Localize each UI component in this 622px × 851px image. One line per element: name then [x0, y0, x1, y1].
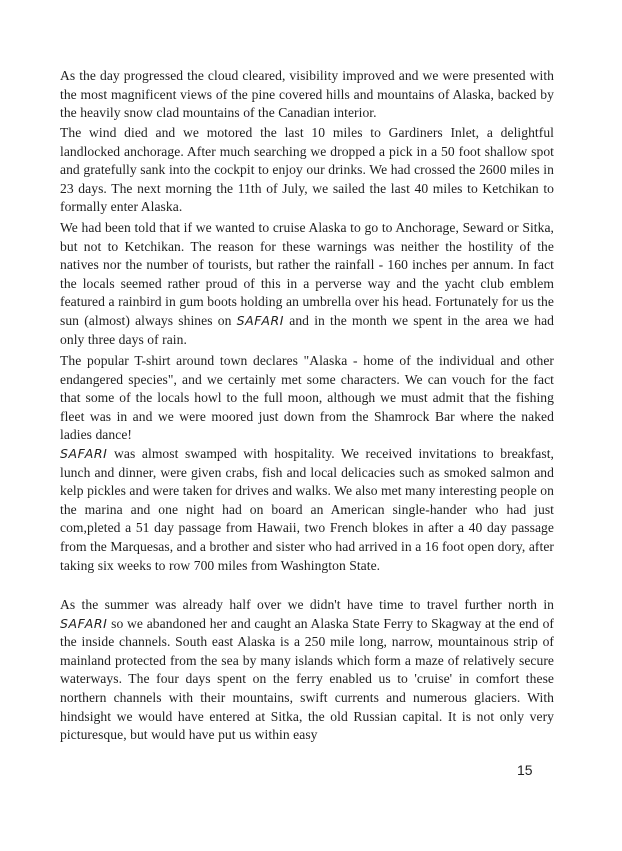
boat-name: SAFARI	[60, 446, 108, 461]
paragraph: SAFARI was almost swamped with hospitality. We received invitations to breakfast, lunch and dinner, were given crabs, fish and local delicacies such as smoked salmon and kelp pickles and were taken for drives and walks. We also met many interesting people on the marina and one night had on board an American single-hander who had just com,pleted a 51 day passage from Hawaii, two French blokes in after a 40 day passage from the Marquesas, and a brother and sister who had arrived in a 16 foot open dory, after taking six weeks to row 700 miles from Washington State.	[60, 446, 554, 573]
boat-name: SAFARI	[60, 615, 108, 631]
paragraph: As the summer was already half over we didn't have time to travel further north in SAFARI so we abandoned her and caught an Alaska State Ferry to Skagway at the end of the inside channels. South east Alaska is a 250 mile long, narrow, mountainous strip of mainland protected from the sea by many islands which form a maze of relatively secure waterways. The four days spent on the ferry enabled us to 'cruise' in comfort these northern channels with their mountains, swift currents and numerous glaciers. With hindsight we would have entered at Sitka, the old Russian capital. It is not only very picturesque, but would have put us within easy	[60, 597, 554, 743]
page-number: 15	[517, 762, 533, 778]
paragraph: We had been told that if we wanted to cruise Alaska to go to Anchorage, Seward or Sitka, but not to Ketchikan. The reason for these warnings was neither the hostility of the natives nor the number of tourists, but rather the rainfall - 160 inches per annum. In fact the locals seemed rather proud of this in a perverse way and the yacht club emblem featured a rainbird in gum boots holding an umbrella over his head. Fortunately for us the sun (almost) always shines on SAFARI and in the month we spent in the area we had only three days of rain.	[60, 220, 554, 347]
paragraph: As the day progressed the cloud cleared, visibility improved and we were presented with the most magnificent views of the pine covered hills and mountains of Alaska, backed by the heavily snow clad mountains of the Canadian interior.	[60, 68, 554, 121]
paragraph: The wind died and we motored the last 10 miles to Gardiners Inlet, a delightful landlocked anchorage. After much searching we dropped a pick in a 50 foot shallow spot and gratefully sank into the cockpit to enjoy our drinks. We had crossed the 2600 miles in 23 days. The next morning the 11th of July, we sailed the last 40 miles to Ketchikan to formally enter Alaska.	[60, 125, 554, 215]
boat-name: SAFARI	[236, 312, 285, 328]
paragraph: The popular T-shirt around town declares "Alaska - home of the individual and other endangered species", and we certainly met some characters. We can vouch for the fact that some of the locals howl to the full moon, although we must admit that the fishing fleet was in and we were moored just down from the Shamrock Bar where the naked ladies dance!	[60, 353, 554, 443]
